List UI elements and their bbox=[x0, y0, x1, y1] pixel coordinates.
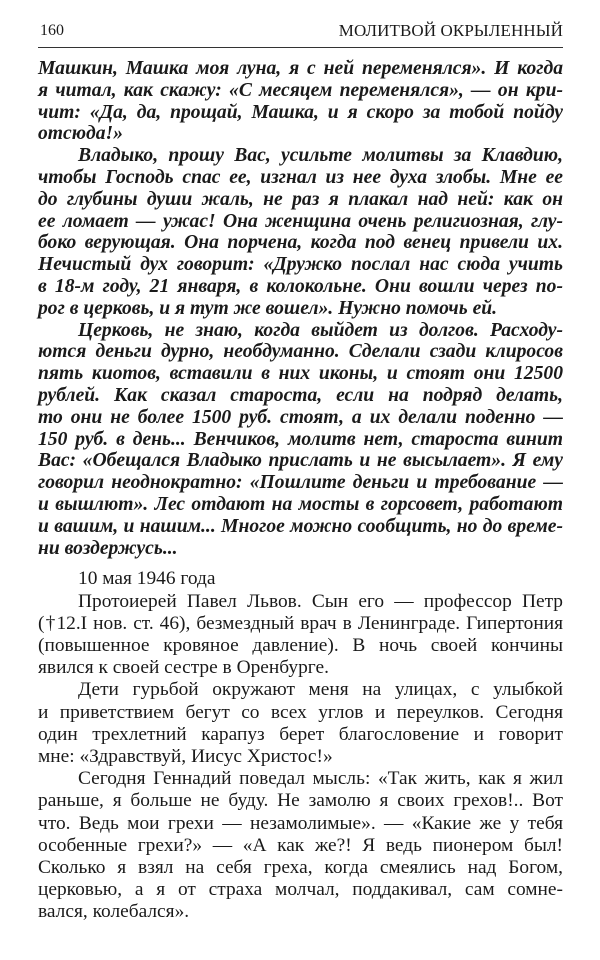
text-line: что. Ведь мои грехи — незамолимые». — «Какие же у тебя bbox=[38, 812, 563, 834]
text-line: Машкин, Машка моя луна, я с ней переменялся». И когда bbox=[38, 58, 563, 79]
paragraph bbox=[38, 320, 563, 560]
text-line: Владыко, прошу Вас, усильте молитвы за Клавдию, bbox=[78, 145, 563, 167]
paragraph bbox=[38, 768, 563, 923]
page-number: 160 bbox=[40, 22, 64, 39]
paragraph bbox=[38, 145, 563, 319]
text-line: чит: «Да, да, прощай, Машка, и я скоро за тобой пойду bbox=[38, 101, 563, 123]
text-line: Сегодня Геннадий поведал мысль: «Так жить, как я жил bbox=[78, 768, 563, 790]
text-line: отсюда!» bbox=[38, 123, 123, 145]
text-line: ни воздержусь... bbox=[38, 537, 178, 559]
paragraph bbox=[38, 679, 563, 768]
text-line: до глубины души жаль, не раз я плакал над ней: как он bbox=[38, 188, 563, 210]
text-line: в 18-м году, 21 января, в колокольне. Они вошли через по- bbox=[38, 275, 563, 297]
text-line: один трехлетний карапуз берет благословение и говорит bbox=[38, 723, 563, 745]
text-line: пять киотов, вставили в них иконы, и стоят они 12500 bbox=[38, 363, 563, 385]
text-line: 150 руб. в день... Венчиков, молитв нет, староста винит bbox=[38, 428, 563, 450]
text-line: Церковь, не знаю, когда выйдет из долгов. Расходу- bbox=[78, 319, 563, 341]
text-line: особенные грехи?» — «А как же?! Я ведь пионером был! bbox=[38, 834, 563, 856]
paragraph bbox=[38, 58, 563, 145]
text-line: церковью, а я от страха молчал, поддакивал, сам сомне- bbox=[38, 879, 563, 901]
text-line: 10 мая 1946 года bbox=[78, 568, 216, 590]
date-heading bbox=[38, 568, 563, 590]
text-line: Дети гурьбой окружают меня на улицах, с улыбкой bbox=[78, 679, 563, 701]
text-line: и приветствием бегут со всех углов и переулков. Сегодня bbox=[38, 701, 563, 723]
text-line: раньше, я больше не буду. Не замолю я своих грехов!.. Вот bbox=[38, 790, 563, 812]
text-line: Нечистый дух говорит: «Дружко послал нас сюда учить bbox=[38, 254, 563, 276]
text-line: я читал, как скажу: «С месяцем переменялся», — он кри- bbox=[38, 79, 563, 101]
text-line: чтобы Господь спас ее, изгнал из нее духа злобы. Мне ее bbox=[38, 166, 563, 188]
text-line: то они не более 1500 руб. стоят, а их делали поденно — bbox=[38, 406, 563, 428]
text-line: ее ломает — ужас! Она женщина очень религиозная, глу- bbox=[38, 210, 563, 232]
text-line: боко верующая. Она порчена, когда под венец привели их. bbox=[38, 232, 563, 254]
text-line: Протоиерей Павел Львов. Сын его — профессор Петр bbox=[78, 590, 563, 612]
text-line: Вас: «Обещался Владыко прислать и не высылает». Я ему bbox=[38, 450, 563, 472]
text-line: вался, колебался». bbox=[38, 901, 190, 923]
text-line: (повышенное кровяное давление). В ночь своей кончины bbox=[38, 634, 563, 656]
text-line: рог в церковь, и я тут же вошел». Нужно помочь ей. bbox=[38, 297, 498, 319]
text-line: ются деньги дурно, необдуманно. Сделали сзади клиросов bbox=[38, 341, 563, 363]
text-line: говорил неоднократно: «Пошлите деньги и требование — bbox=[38, 472, 563, 494]
text-line: рублей. Как сказал староста, если на подряд делать, bbox=[38, 384, 563, 406]
text-line: явился к своей сестре в Оренбурге. bbox=[38, 657, 329, 679]
text-line: и вышлют». Лес отдают на мосты в горсовет, работают bbox=[38, 493, 563, 515]
text-line: Сколько я взял на себя греха, когда смеялись над Богом, bbox=[38, 856, 563, 878]
running-title: МОЛИТВОЙ ОКРЫЛЕННЫЙ bbox=[338, 21, 563, 40]
page-body-text bbox=[38, 58, 563, 924]
text-line: и вашим, и нашим... Многое можно сообщить, но до време- bbox=[38, 515, 563, 537]
running-header bbox=[38, 20, 563, 48]
text-line: (†12.I нов. ст. 46), безмездный врач в Ленинграде. Гипертония bbox=[38, 612, 563, 634]
text-line: мне: «Здравствуй, Иисус Христос!» bbox=[38, 745, 333, 767]
paragraph bbox=[38, 591, 563, 680]
